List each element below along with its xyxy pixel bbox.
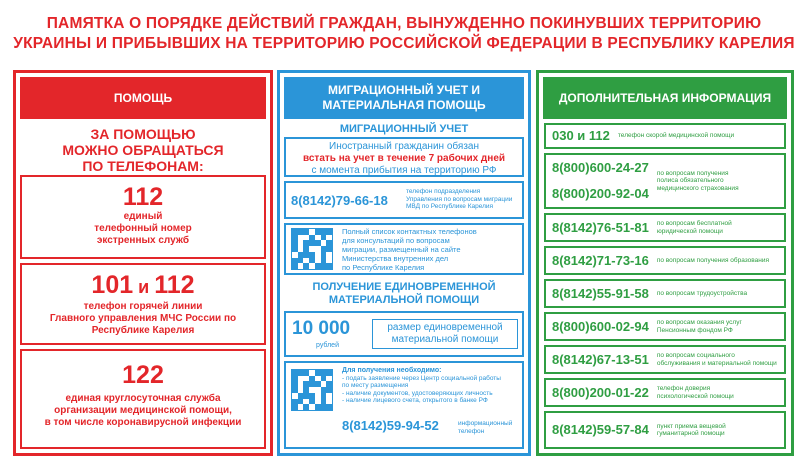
mchs-number-1: 101	[91, 271, 134, 299]
requirement-1b: по месту размещения	[342, 382, 409, 389]
migration-phone-note	[406, 188, 512, 211]
note-line: телефон скорой медицинской помощи	[617, 132, 735, 140]
aid-amount-unit: рублей	[316, 342, 339, 349]
info-row-humanitarian	[544, 411, 786, 449]
mchs-desc-1: телефон горячей линии	[83, 301, 203, 312]
migration-phone: 8(8142)79-66-18	[291, 193, 388, 208]
info-row-education	[544, 246, 786, 275]
title-line-2: УКРАИНЫ И ПРИБЫВШИХ НА ТЕРРИТОРИЮ РОССИЙСКОЙ ФЕДЕРАЦИИ В РЕСПУБЛИКУ КАРЕЛИЯ	[13, 35, 795, 52]
info-note-2: телефон	[458, 427, 485, 435]
requirement-2: - наличие документов, удостоверяющих личность	[342, 389, 493, 397]
medical-desc-2: организации медицинской помощи,	[54, 405, 232, 416]
qr-text-2: для консультаций по вопросам	[342, 236, 450, 245]
migration-phone-box	[284, 181, 524, 219]
aid-amount-description	[372, 319, 518, 349]
aid-sub-line-1: ПОЛУЧЕНИЕ ЕДИНОВРЕМЕННОЙ	[312, 281, 496, 293]
info-row-note	[657, 319, 742, 334]
info-row-note	[657, 352, 777, 367]
medical-122-box	[20, 349, 266, 449]
info-row-number: 8(8142)55-91-58	[552, 285, 649, 301]
emergency-desc-1: единый	[123, 211, 163, 222]
mchs-number-2: 112	[154, 271, 195, 299]
qr-code-icon[interactable]	[291, 228, 333, 270]
help-header: ПОМОЩЬ	[20, 77, 266, 119]
note-line: психологической помощи	[656, 392, 734, 400]
registration-notice	[284, 137, 524, 177]
additional-info-column	[536, 70, 794, 456]
info-row-social	[544, 345, 786, 374]
info-row-number: 8(8142)76-51-81	[552, 219, 649, 235]
medical-desc-3: в том числе коронавирусной инфекции	[44, 417, 242, 428]
emergency-112-box	[20, 175, 266, 259]
migration-header	[284, 77, 524, 119]
note-line: по вопросам бесплатной	[656, 220, 732, 227]
qr-text-3: миграции, размещенный на сайте	[342, 245, 461, 254]
info-row-ambulance	[544, 123, 786, 149]
info-row-number: 8(8142)67-13-51	[552, 351, 649, 367]
oms-phone-1: 8(800)600-24-27	[552, 160, 649, 175]
note-line: медицинского страхования	[656, 184, 739, 192]
info-row-number: 8(8142)71-73-16	[552, 252, 649, 268]
aid-sub-line-2: МАТЕРИАЛЬНОЙ ПОМОЩИ	[328, 294, 480, 306]
info-row-oms	[544, 153, 786, 209]
info-row-employment	[544, 279, 786, 308]
qr-text-1: Полный список контактных телефонов	[342, 227, 477, 236]
qr-code-icon[interactable]	[291, 369, 333, 411]
notice-line-3: с момента прибытия на территорию РФ	[311, 165, 497, 176]
requirement-3: - наличие лицевого счета, открытого в банке РФ	[342, 397, 488, 404]
aid-subtitle	[280, 281, 528, 307]
note-line: юридической помощи	[656, 227, 723, 235]
info-phone-note	[458, 420, 512, 435]
mchs-and: и	[133, 277, 155, 297]
note-line: пункт приема вещевой	[656, 422, 726, 430]
info-row-trust-line	[544, 378, 786, 407]
info-row-note	[657, 170, 739, 193]
phone-note-2: Управления по вопросам миграции	[406, 195, 513, 203]
migration-column	[277, 70, 531, 456]
aid-amount-box	[284, 311, 524, 357]
info-phone: 8(8142)59-94-52	[342, 418, 439, 433]
mchs-desc-2: Главного управления МЧС России по	[49, 313, 237, 324]
help-sub-line-1: ЗА ПОМОЩЬЮ	[90, 126, 196, 142]
requirements-list	[342, 367, 501, 405]
aid-requirements-box	[284, 361, 524, 449]
info-row-note	[657, 423, 726, 438]
phone-note-1: телефон подразделения	[406, 188, 481, 195]
note-line: Пенсионным фондом РФ	[656, 326, 733, 334]
mchs-desc-3: Республике Карелия	[91, 325, 195, 336]
note-line: гуманитарной помощи	[656, 430, 725, 437]
note-line: по вопросам социального	[656, 352, 735, 359]
note-line: по вопросам оказания услуг	[656, 319, 742, 326]
phone-note-3: МВД по Республике Карелия	[406, 203, 494, 210]
amount-desc-1: размер единовременной	[387, 322, 503, 333]
aid-amount: 10 000	[292, 318, 351, 339]
info-row-pension	[544, 312, 786, 341]
medical-desc-1: единая круглосуточная служба	[65, 393, 221, 404]
note-line: телефон доверия	[656, 385, 711, 392]
help-subtitle	[16, 126, 270, 174]
info-row-number: 030 и 112	[552, 128, 610, 143]
qr-description	[342, 227, 477, 272]
oms-phone-2: 8(800)200-92-04	[552, 186, 649, 201]
info-row-note	[657, 220, 732, 235]
qr-text-4: Министерства внутренних дел	[342, 254, 449, 263]
note-line: обслуживания и материальной помощи	[656, 359, 777, 367]
medical-number: 122	[122, 361, 164, 389]
info-row-note	[657, 290, 747, 298]
help-sub-line-2: МОЖНО ОБРАЩАТЬСЯ	[62, 142, 224, 158]
emergency-desc-3: экстренных служб	[96, 235, 190, 246]
info-row-legal	[544, 213, 786, 242]
amount-desc-2: материальной помощи	[391, 334, 499, 345]
notice-line-2: встать на учет в течение 7 рабочих дней	[302, 153, 506, 164]
info-row-number	[552, 159, 649, 203]
info-row-number: 8(8142)59-57-84	[552, 422, 649, 437]
info-row-note	[618, 132, 734, 140]
note-line: по вопросам получения	[656, 169, 729, 177]
note-line: по вопросам трудоустройства	[656, 289, 748, 297]
note-line: по вопросам получения образования	[656, 256, 770, 264]
info-row-number: 8(800)600-02-94	[552, 318, 649, 334]
migration-header-line-2: МАТЕРИАЛЬНАЯ ПОМОЩЬ	[322, 98, 486, 112]
page-title	[0, 14, 808, 54]
migration-header-line-1: МИГРАЦИОННЫЙ УЧЕТ И	[327, 83, 480, 97]
info-row-note	[657, 385, 734, 400]
requirement-1: - подать заявление через Центр социальной работы	[342, 374, 501, 382]
info-row-number: 8(800)200-01-22	[552, 384, 649, 400]
mchs-numbers	[22, 271, 264, 301]
note-line: полиса обязательного	[656, 177, 724, 185]
notice-line-1: Иностранный гражданин обязан	[329, 141, 479, 152]
emergency-desc-2: телефонный номер	[94, 223, 192, 234]
migration-qr-box	[284, 223, 524, 275]
emergency-number: 112	[122, 183, 164, 211]
mchs-hotline-box	[20, 263, 266, 345]
qr-text-5: по Республике Карелия	[342, 263, 425, 272]
help-column	[13, 70, 273, 456]
title-line-1: ПАМЯТКА О ПОРЯДКЕ ДЕЙСТВИЙ ГРАЖДАН, ВЫНУЖДЕННО ПОКИНУВШИХ ТЕРРИТОРИЮ	[46, 15, 762, 32]
info-note-1: информационный	[458, 420, 513, 427]
requirements-title: Для получения необходимо:	[342, 367, 442, 374]
help-sub-line-3: ПО ТЕЛЕФОНАМ:	[82, 158, 204, 174]
info-row-note	[657, 257, 769, 265]
migration-subtitle: МИГРАЦИОННЫЙ УЧЕТ	[339, 123, 469, 135]
additional-info-header: ДОПОЛНИТЕЛЬНАЯ ИНФОРМАЦИЯ	[543, 77, 787, 119]
